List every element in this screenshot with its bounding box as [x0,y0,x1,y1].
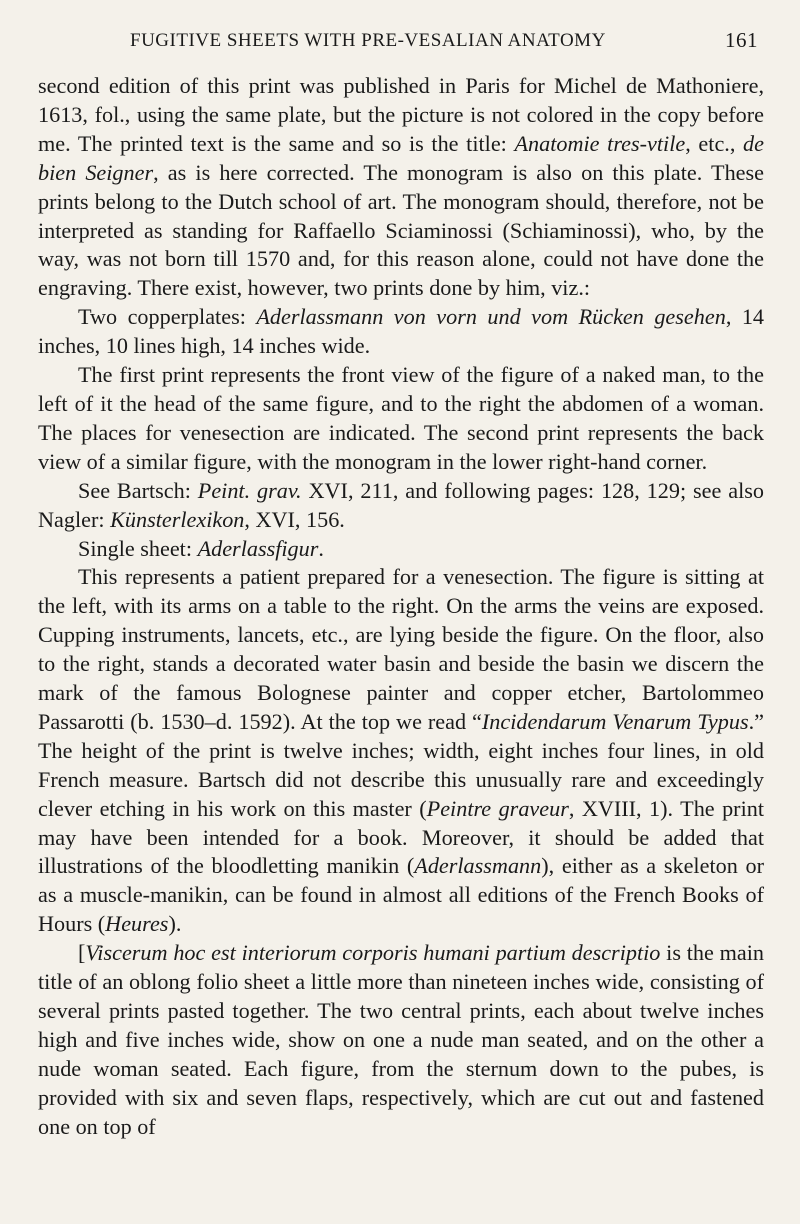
italic-text: Incidendarum Venarum Typus [481,708,749,734]
text-run: , XVIII, 1). The print may have been intended for a book. Moreover, it should be added that illustrations of the bloodletting manikin ( [38,795,764,879]
text-run: . [318,535,324,561]
text-run: See Bartsch: [78,477,198,503]
italic-text: Aderlassmann [414,853,542,879]
text-run: [ [78,940,86,966]
running-title: FUGITIVE SHEETS WITH PRE-VESALIAN ANATOMY [130,30,606,51]
paragraph-venesection [38,563,764,939]
italic-text: Viscerum hoc est interiorum corporis humani partium descriptio [85,940,661,966]
paragraph-copperplates [38,303,764,361]
text-run: , XVI, 156. [244,506,345,532]
paragraph-viscerum [38,939,764,1141]
text-run: , as is here corrected. The monogram is also on this plate. These prints belong to the Dutch school of art. The monogram should, therefore, not be interpreted as standing for Raffaello Sciaminossi (Schiaminossi), who, by the way, was not born till 1570 and, for this reason alone, could not have done the engraving. There exist, however, two prints done by him, viz.: [38,159,764,301]
text-run: ), either as a skeleton or as a muscle-manikin, can be found in almost all editions of the French Books of Hours ( [38,853,764,937]
text-run: second edition of this print was published in Paris for Michel de Mathoniere, 1613, fol., using the same plate, but the picture is not colored in the copy before me. The printed text is the same and so is the title: [38,73,764,156]
text-run: This represents a patient prepared for a venesection. The figure is sitting at the left, with its arms on a table to the right. On the arms the veins are exposed. Cupping instruments, lancets, etc., are lying beside the figure. On the floor, also to the right, stands a decorated water basin and beside the basin we discern the mark of the famous Bolognese painter and copper etcher, Bartolommeo Passarotti (b. 1530–d. 1592). At the top we read “ [38,564,764,734]
page-number: 161 [725,28,758,52]
body-text [38,72,764,1142]
text-run: Two copperplates: [78,304,257,330]
running-head [38,30,764,60]
italic-text: Aderlassfigur [197,535,319,561]
text-run: .” The height of the print is twelve inches; width, eight inches four lines, in old French measure. Bartsch did not describe this unusually rare and exceedingly clever etching in his work on this master ( [38,708,764,821]
text-run: , etc., [685,130,744,156]
italic-text: de bien Seigner [38,130,764,185]
italic-text: Anatomie tres-vtile [514,130,686,156]
text-run: , 14 inches, 10 lines high, 14 inches wide. [38,304,765,359]
italic-text: Künsterlexikon [110,506,245,532]
paragraph-single-sheet [38,535,764,564]
text-run: The first print represents the front view of the figure of a naked man, to the left of it the head of the same figure, and to the right the abdomen of a woman. The places for venesection are indicated. The second print represents the back view of a similar figure, with the monogram in the lower right-hand corner. [38,362,764,474]
italic-text: Heures [105,911,169,937]
text-run: ). [168,911,182,937]
paragraph-continuation [38,72,764,303]
text-run: is the main title of an oblong folio sheet a little more than nineteen inches wide, consisting of several prints pasted together. The two central prints, each about twelve inches high and five inches wide, show on one a nude man seated, and on the other a nude woman seated. Each figure, from the sternum down to the pubes, is provided with six and seven flaps, respectively, which are cut out and fastened one on top of [38,940,764,1139]
italic-text: Peintre graveur [426,795,569,821]
italic-text: Aderlassmann von vorn und vom Rücken gesehen [256,304,726,330]
text-run: XVI, 211, and following pages: 128, 129; see also Nagler: [38,477,764,532]
text-run: Single sheet: [78,535,198,561]
paragraph-bartsch-reference [38,477,764,535]
paragraph-first-print [38,361,764,477]
italic-text: Peint. grav. [197,477,302,503]
